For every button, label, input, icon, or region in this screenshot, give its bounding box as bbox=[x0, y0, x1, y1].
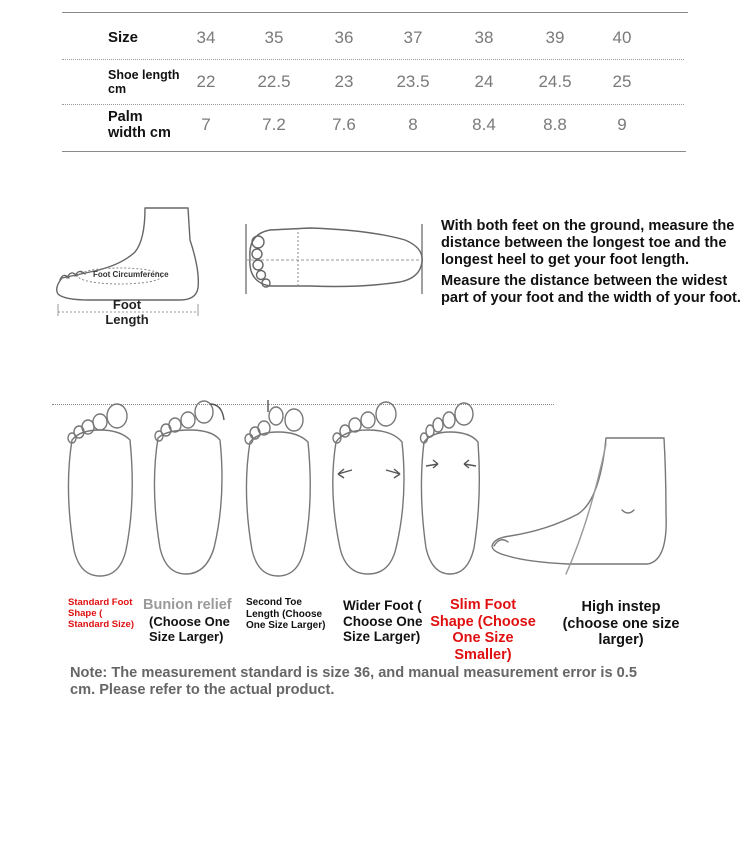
wide-foot-icon bbox=[326, 398, 412, 578]
size-cell: 38 bbox=[474, 28, 494, 47]
palm-width-cell: 9 bbox=[617, 115, 627, 134]
caption-wider-foot: Wider Foot ( Choose One Size Larger) bbox=[343, 598, 423, 645]
size-cell: 36 bbox=[334, 28, 354, 47]
palm-width-cell: 8.4 bbox=[472, 115, 496, 134]
row-divider bbox=[62, 104, 684, 105]
caption-bunion-sub: (Choose One Size Larger) bbox=[149, 614, 230, 644]
size-cell: 39 bbox=[545, 28, 565, 47]
shoe-length-cell: 25 bbox=[612, 72, 632, 91]
size-cell: 40 bbox=[612, 28, 632, 47]
shoe-length-cell: 23 bbox=[334, 72, 354, 91]
foot-circumference-label: Foot Circumference bbox=[93, 270, 169, 279]
instruction-foot-width: Measure the distance between the widest part of your foot and the width of your foot. bbox=[441, 273, 741, 306]
foot-top-view-illustration bbox=[240, 220, 430, 300]
shoe-length-cell: 23.5 bbox=[396, 72, 430, 91]
table-bottom-border bbox=[62, 151, 686, 152]
second-toe-foot-icon bbox=[238, 398, 320, 580]
slim-foot-icon bbox=[414, 398, 488, 578]
measurement-note: Note: The measurement standard is size 36, and manual measurement error is 0.5 cm. Please refer to the actual product. bbox=[70, 665, 637, 698]
size-cell: 34 bbox=[196, 28, 216, 47]
caption-slim-foot: Slim Foot Shape (Choose One Size Smaller) bbox=[430, 597, 536, 664]
row-label-palm-width: Palm width cm bbox=[108, 109, 171, 142]
bunion-foot-icon bbox=[146, 398, 228, 578]
table-top-border bbox=[62, 12, 688, 13]
standard-foot-icon bbox=[60, 400, 140, 580]
instruction-foot-length: With both feet on the ground, measure the distance between the longest toe and the longest heel to get your foot length. bbox=[441, 218, 735, 268]
high-instep-foot-icon bbox=[488, 434, 674, 584]
shoe-length-cell: 24.5 bbox=[538, 72, 572, 91]
size-table bbox=[62, 12, 686, 152]
size-cell: 35 bbox=[264, 28, 284, 47]
shoe-length-cell: 24 bbox=[474, 72, 494, 91]
palm-width-cell: 7.2 bbox=[262, 115, 286, 134]
palm-width-cell: 8.8 bbox=[543, 115, 567, 134]
palm-width-cell: 7 bbox=[201, 115, 211, 134]
shoe-length-cell: 22 bbox=[196, 72, 216, 91]
shoe-length-cell: 22.5 bbox=[257, 72, 291, 91]
caption-second-toe: Second Toe Length (Choose One Size Larger) bbox=[246, 597, 326, 631]
caption-bunion-title: Bunion relief bbox=[143, 597, 232, 613]
palm-width-cell: 7.6 bbox=[332, 115, 356, 134]
caption-high-instep: High instep (choose one size larger) bbox=[562, 599, 680, 649]
size-cell: 37 bbox=[403, 28, 423, 47]
caption-standard-foot: Standard Foot Shape ( Standard Size) bbox=[68, 597, 134, 630]
palm-width-cell: 8 bbox=[408, 115, 418, 134]
foot-length-label: Foot Length bbox=[105, 297, 149, 327]
row-divider bbox=[62, 59, 684, 60]
row-label-shoe-length: Shoe length cm bbox=[108, 68, 180, 96]
row-label-size: Size bbox=[108, 29, 139, 46]
